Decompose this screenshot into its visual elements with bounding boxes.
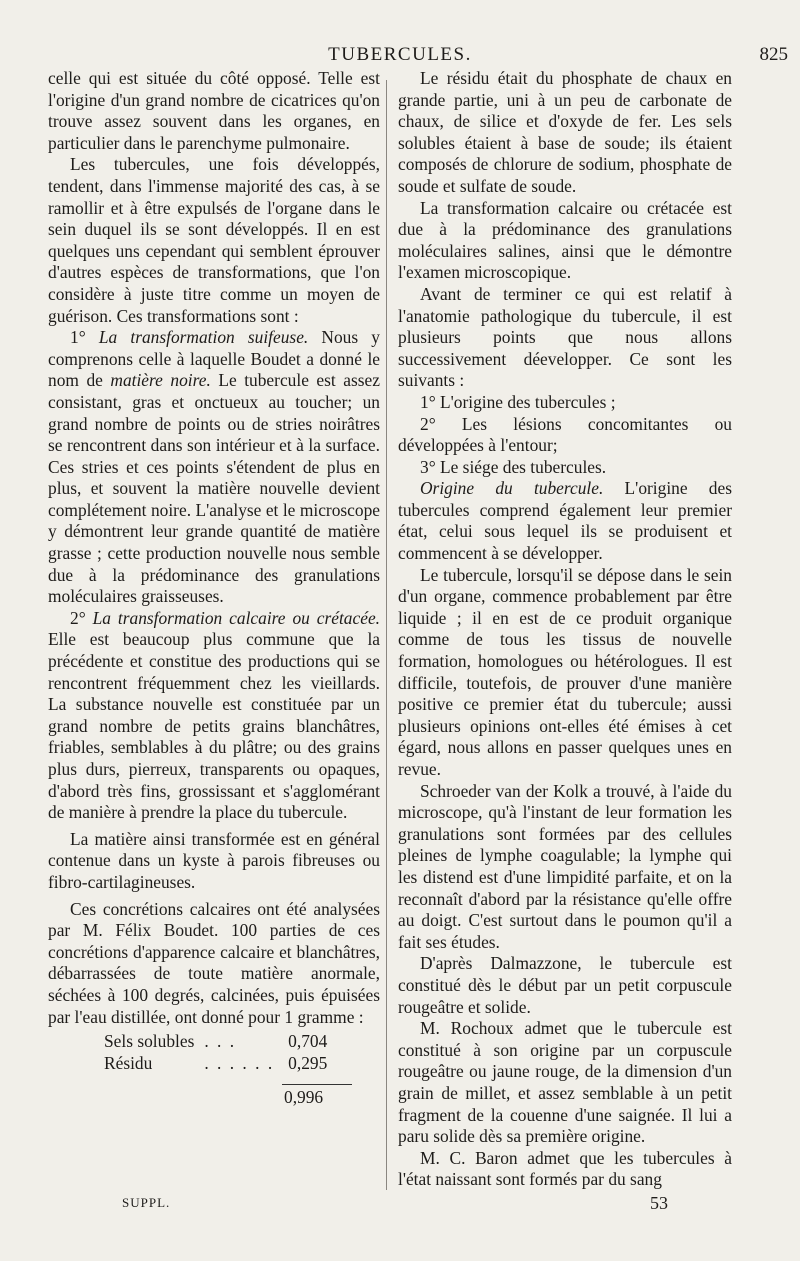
page-number: 825	[759, 44, 788, 65]
paragraph-text: L'origine des tubercules comprend également leur premier état, celui sous lequel ils se produisent et commencent à se développer.	[398, 478, 732, 564]
footer-sheet-number: 53	[650, 1193, 668, 1213]
section-heading: Origine du tubercule.	[420, 478, 604, 499]
right-column	[398, 68, 732, 1193]
table-row	[104, 1030, 327, 1052]
table-cell-value: 0,704	[288, 1031, 328, 1052]
paragraph: La transformation calcaire ou crétacée est due à la prédominance des granulations moléculaires salines, ainsi que le démontre l'examen microscopique.	[398, 197, 732, 283]
paragraph-text: Elle est beaucoup plus commune que la précédente et constitue des productions qui se rencontrent fréquemment chez les vieillards. La substance nouvelle est constituée par un grand nombre de petits grains blanchâtres, friables, semblables à du plâtre; ou des grains plus durs, pierreux, transparents ou opaques, d'abord très fins, grossissant et s'agglomérant de manière à prendre la place du tubercule.	[48, 629, 380, 823]
paragraph-origine-du-tubercule	[398, 478, 732, 564]
column-divider	[386, 80, 387, 1190]
left-column	[48, 68, 380, 1193]
paragraph: Avant de terminer ce qui est relatif à l'anatomie pathologique du tubercule, il est plusieurs points que nous allons successivement déevelopper. Ce sont les suivants :	[398, 283, 732, 391]
paragraph-transformation-calcaire	[48, 608, 380, 824]
paragraph: Le résidu était du phosphate de chaux en grande partie, uni à un peu de carbonate de chaux, de silice et d'oxyde de fer. Les sels solubles étaient à base de soude; ils étaient composés de chlorure de sodium, phosphate de soude et sulfate de soude.	[398, 68, 732, 196]
section-number: 1°	[70, 327, 99, 348]
composition-table	[104, 1030, 327, 1074]
paragraph: Les tubercules, une fois développés, tendent, dans l'immense majorité des cas, à se ramollir et à être expulsés de l'organe dans le sein duquel ils se sont développés. Il en est quelques uns cependant qui semblent éprouver d'autres espèces de transformations, que l'on considère à juste titre comme un moyen de guérison. Ces transformations sont :	[48, 154, 380, 326]
paragraph: La matière ainsi transformée est en général contenue dans un kyste à parois fibreuses ou fibro-cartilagineuses.	[48, 828, 380, 892]
paragraph-text: Nous y comprenons celle à laquelle Boudet a donné le nom de	[48, 327, 380, 391]
paragraph: M. Rochoux admet que le tubercule est constitué à son origine par un corpuscule rougeâtre ou jaune rouge, de la dimension d'un grain de millet, et assez semblable à un petit fragment de la couenne d'une saignée. Il lui a paru solide dès sa première origine.	[398, 1018, 732, 1147]
paragraph: D'après Dalmazzone, le tubercule est constitué dès le début par un petit corpuscule rougeâtre et solide.	[398, 953, 732, 1017]
section-heading: La transformation suifeuse.	[98, 327, 309, 348]
paragraph: Ces concrétions calcaires ont été analysées par M. Félix Boudet. 100 parties de ces concrétions d'apparence calcaire et blanchâtres, débarrassées de toute matière anormale, séchées à 100 degrés, calcinées, puis épuisées par l'eau distillée, ont donné pour 1 gramme :	[48, 898, 380, 1027]
running-title: TUBERCULES.	[328, 44, 472, 65]
list-item: 2° Les lésions concomitantes ou développées à l'entour;	[398, 413, 732, 456]
table-cell-dots: . . .	[204, 1031, 237, 1052]
footer-signature: SUPPL.	[122, 1195, 171, 1210]
paragraph: M. C. Baron admet que les tubercules à l'état naissant sont formés par du sang	[398, 1147, 732, 1190]
table-cell-label: Résidu	[104, 1053, 153, 1074]
emphasis-term: matière noire.	[110, 370, 211, 391]
table-cell-label: Sels solubles	[104, 1031, 195, 1052]
composition-total: 0,996	[284, 1087, 324, 1108]
section-number: 2°	[70, 607, 93, 628]
table-row	[104, 1052, 327, 1074]
table-cell-value: 0,295	[288, 1053, 328, 1074]
paragraph: celle qui est située du côté opposé. Telle est l'origine d'un grand nombre de cicatrices qu'on trouve assez souvent dans les organes, en particulier dans le parenchyme pulmonaire.	[48, 68, 380, 153]
paragraph-text: Le tubercule est assez consistant, gras et onctueux au toucher; un grand nombre de points ou de stries noirâtres se rencontrent dans son intérieur et à la surface. Ces stries et ces points s'étendent de plus en plus, et souvent la matière nouvelle devient complétement noire. L'analyse et le microscope y démontrent leur grande quantité de matière grasse ; cette production nouvelle nous semble due à la prédominance des granulations moléculaires graisseuses.	[48, 370, 380, 607]
paragraph: Schroeder van der Kolk a trouvé, à l'aide du microscope, qu'à l'instant de leur formation les granulations sont formées par des cellules pleines de lymphe coagulable; la lymphe qui les distend est d'une limpidité parfaite, et on la reconnaît d'abord par la résistance qu'elle offre au doigt. C'est surtout dans le poumon qu'il a fait ses études.	[398, 780, 732, 952]
paragraph-transformation-suifeuse	[48, 327, 380, 608]
list-item: 3° Le siége des tubercules.	[420, 456, 607, 477]
table-cell-dots: . . . . . .	[204, 1053, 275, 1074]
sum-rule	[282, 1084, 352, 1085]
section-heading: La transformation calcaire ou crétacée.	[92, 607, 380, 628]
list-item: 1° L'origine des tubercules ;	[420, 391, 616, 412]
paragraph: Le tubercule, lorsqu'il se dépose dans le sein d'un organe, commence probablement par être liquide ; il en est de ce produit organique comme de tous les tissus de nouvelle formation, homologues ou hétérologues. Il est difficile, toutefois, de prouver d'une manière positive ce premier état du tubercule; aussi plusieurs opinions ont-elles été émises à cet égard, nous allons en passer quelques unes en revue.	[398, 564, 732, 779]
